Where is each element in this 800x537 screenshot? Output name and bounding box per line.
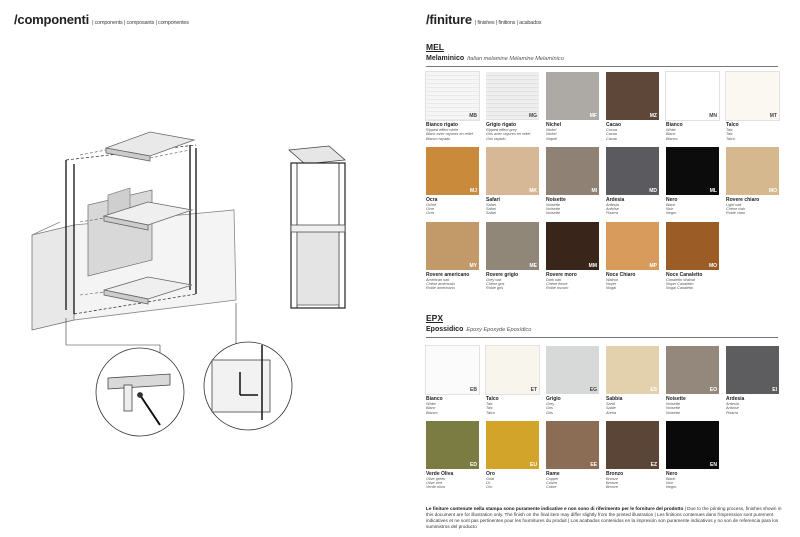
finish-swatch-mi — [546, 147, 599, 216]
swatch-translation: Safari — [486, 211, 496, 216]
swatch-translation: Noir — [666, 481, 673, 486]
finish-swatch-ed — [426, 421, 479, 490]
swatch-translation: Bronze — [606, 476, 619, 481]
swatch-name: Ardesia — [726, 396, 745, 402]
swatch-translation: Cocoa — [606, 128, 617, 132]
swatch-translation: Copper — [546, 476, 559, 481]
swatch-chip — [726, 147, 779, 195]
swatch-name: Bronzo — [606, 470, 624, 477]
swatch-name: Verde Oliva — [426, 470, 454, 477]
swatch-name: Cacao — [606, 122, 622, 128]
finishes-disclaimer: Le finiture contenute nella stampa sono puramente indicative e non sono di riferimento per le forniture del prodotto | Due to the printing process, finishes shown in this document are for illustration only. The finish on the final item may differ slightly from the printed illustration | Les finitions contenues dans l'impression sont purement indicatives et ne sont pas pertinentes pour les fournitures du produit | Los acabados contenidos en la impresión son puramente indicativos y no son de referencia para los suministros del producto — [426, 506, 782, 529]
swatch-translation: Olive green — [426, 476, 446, 481]
swatch-translation: Talco — [726, 136, 735, 141]
finish-swatch-ei — [726, 346, 779, 415]
swatch-code: MJ — [470, 187, 477, 194]
swatch-chip — [426, 222, 479, 270]
swatch-translation: Roble americano — [426, 286, 455, 291]
swatch-translation: Talc — [486, 406, 493, 411]
swatch-translation: Black — [666, 476, 676, 481]
swatch-chip — [726, 72, 779, 120]
swatch-code: ED — [470, 461, 477, 468]
swatch-translation: Oro — [486, 485, 493, 490]
finish-swatch-me — [486, 222, 539, 291]
finish-swatch-eb — [426, 346, 479, 415]
swatch-translation: Bronce — [606, 485, 619, 490]
swatch-translation: Ardesia — [726, 402, 739, 406]
swatch-translation: Walnut — [606, 277, 618, 282]
detail-circle-2 — [204, 342, 292, 430]
swatch-translation: Negro — [666, 485, 677, 490]
swatch-translation: Gris — [546, 410, 553, 415]
epx-swatch-grid — [426, 346, 786, 490]
swatch-code: ME — [529, 262, 537, 269]
swatch-name: Bianco rigato — [426, 122, 458, 128]
swatch-translation: Sable — [606, 406, 616, 411]
swatch-chip — [486, 147, 539, 195]
swatch-translation: Blanco rayado — [426, 136, 451, 141]
swatch-chip — [606, 222, 659, 270]
swatch-translation: Gris rayado — [486, 136, 506, 141]
finish-swatch-mp — [606, 222, 659, 291]
swatch-translation: Blanco — [426, 410, 438, 415]
swatch-translation: Ocre — [426, 207, 435, 212]
swatch-translation: Nickel — [546, 128, 557, 132]
finish-swatch-my — [426, 222, 479, 291]
swatch-translation: Ochre — [426, 202, 437, 207]
swatch-translation: Blanc — [666, 132, 676, 137]
assembled-unit-drawing — [289, 146, 345, 308]
swatch-chip — [666, 421, 719, 469]
swatch-translation: Pizarra — [606, 211, 619, 216]
swatch-chip — [426, 346, 479, 394]
swatch-chip — [666, 147, 719, 195]
swatch-translation: Bronze — [606, 481, 619, 486]
swatch-code: MG — [528, 113, 537, 119]
finish-swatch-eu — [486, 421, 539, 490]
mel-swatch-grid — [426, 72, 786, 291]
swatch-translation: Noir — [666, 207, 673, 212]
detail-circle-1 — [96, 348, 184, 436]
swatch-translation: Roble oscuro — [546, 286, 569, 291]
swatch-translation: Safari — [486, 202, 496, 207]
finish-swatch-mo — [666, 222, 719, 291]
swatch-translation: Cuivre — [546, 481, 557, 486]
finish-swatch-mo — [726, 147, 779, 216]
swatch-name: Nichel — [546, 122, 562, 128]
finish-swatch-eo — [666, 346, 719, 415]
finish-swatch-mf — [546, 72, 599, 141]
swatch-code: MM — [588, 262, 597, 269]
swatch-translation: Talc — [486, 402, 493, 406]
swatch-code: MK — [529, 187, 537, 194]
swatch-translation: Talc — [726, 132, 733, 137]
swatch-chip — [486, 72, 539, 120]
swatch-translation: Noisette — [666, 410, 680, 415]
finish-swatch-mg — [486, 72, 539, 141]
swatch-chip — [666, 346, 719, 394]
swatch-translation: Chêne clair — [726, 207, 746, 212]
swatch-name: Rovere moro — [546, 271, 577, 278]
epx-section-code: EPX — [426, 313, 444, 323]
swatch-translation: Verde oliva — [426, 485, 445, 490]
finish-swatch-es — [606, 346, 659, 415]
swatch-translation: Ardoise — [606, 207, 619, 212]
swatch-translation: Roble claro — [726, 211, 746, 216]
finishes-title: /finiture | finishes | finitions | acabados — [426, 12, 542, 27]
swatch-chip — [546, 222, 599, 270]
finish-swatch-mk — [486, 147, 539, 216]
swatch-code: EI — [772, 387, 777, 393]
swatch-name: Talco — [726, 122, 739, 128]
swatch-translation: Gold — [486, 476, 495, 481]
swatch-code: ES — [650, 387, 657, 393]
swatch-code: EU — [530, 461, 537, 468]
swatch-code: MZ — [649, 113, 657, 119]
swatch-translation: Cobre — [546, 485, 557, 490]
swatch-translation: Negro — [666, 211, 677, 216]
swatch-translation: Noisette — [666, 402, 680, 406]
swatch-chip — [546, 421, 599, 469]
swatch-translation: Níquel — [546, 136, 557, 141]
swatch-name: Nero — [666, 470, 678, 477]
mel-section-name: Melaminico Italian melamine Mélamine Melamínico — [426, 55, 564, 62]
swatch-translation: Grey — [546, 402, 555, 406]
swatch-code: EB — [470, 387, 477, 393]
swatch-translation: Ripped effect grey — [486, 128, 517, 132]
components-title: /componenti | components | composants | componentes — [14, 12, 189, 27]
swatch-translation: Safari — [486, 207, 496, 212]
swatch-translation: Olive vert — [426, 481, 443, 486]
finish-swatch-mn — [666, 72, 719, 141]
swatch-code: MP — [649, 262, 657, 269]
swatch-code: MO — [708, 262, 717, 269]
swatch-translation: Noisette — [666, 406, 680, 411]
finish-swatch-ml — [666, 147, 719, 216]
finish-swatch-en — [666, 421, 719, 490]
swatch-chip — [606, 72, 659, 120]
finish-swatch-mb — [426, 72, 479, 141]
mel-section-code: MEL — [426, 42, 444, 52]
swatch-translation: Talc — [726, 128, 733, 132]
swatch-name: Noce Canaletto — [666, 271, 703, 278]
swatch-translation: Chêne américain — [426, 282, 455, 287]
swatch-name: Noisette — [666, 396, 686, 402]
components-exploded-drawing — [0, 60, 400, 530]
swatch-code: MB — [469, 113, 477, 119]
finish-swatch-mm — [546, 222, 599, 291]
swatch-code: MD — [649, 187, 657, 194]
swatch-name: Sabbia — [606, 396, 623, 402]
swatch-chip — [546, 147, 599, 195]
swatch-chip — [726, 346, 779, 394]
swatch-chip — [426, 421, 479, 469]
swatch-translation: Sand — [606, 402, 615, 406]
swatch-chip — [606, 421, 659, 469]
swatch-translation: Black — [666, 202, 676, 207]
swatch-translation: Nogal Canaletto — [666, 286, 694, 291]
swatch-name: Safari — [486, 196, 500, 203]
swatch-translation: Ocre — [426, 211, 435, 216]
swatch-translation: Chêne gris — [486, 282, 505, 287]
swatch-chip — [486, 421, 539, 469]
finish-swatch-ee — [546, 421, 599, 490]
swatch-name: Bianco — [426, 396, 443, 402]
swatch-translation: Ardoise — [726, 406, 739, 411]
finish-swatch-et — [486, 346, 539, 415]
swatch-name: Rovere americano — [426, 271, 470, 278]
swatch-translation: Talco — [486, 410, 495, 415]
swatch-translation: Light oak — [726, 202, 742, 207]
swatch-chip — [426, 72, 479, 120]
swatch-code: EN — [710, 461, 717, 468]
swatch-name: Oro — [486, 470, 495, 477]
swatch-code: ET — [530, 387, 537, 393]
swatch-chip — [546, 346, 599, 394]
swatch-code: MY — [469, 262, 477, 269]
swatch-chip — [546, 72, 599, 120]
swatch-code: EG — [589, 387, 597, 393]
swatch-translation: White — [666, 128, 676, 132]
swatch-translation: Ardesia — [606, 202, 619, 207]
swatch-code: MN — [709, 113, 717, 119]
swatch-translation: Cacao — [606, 132, 617, 137]
swatch-chip — [606, 346, 659, 394]
swatch-name: Grigio — [546, 396, 561, 402]
swatch-translation: Dark oak — [546, 277, 562, 282]
swatch-name: Grigio rigato — [486, 122, 516, 128]
finish-swatch-mt — [726, 72, 779, 141]
swatch-translation: Noisette — [546, 207, 560, 212]
swatch-code: EO — [709, 387, 717, 393]
swatch-name: Bianco — [666, 122, 683, 128]
swatch-name: Nero — [666, 196, 678, 203]
swatch-translation: Noyer — [606, 282, 617, 287]
finish-swatch-md — [606, 147, 659, 216]
swatch-name: Rovere grigio — [486, 271, 519, 278]
swatch-name: Ocra — [426, 196, 438, 203]
swatch-name: Noce Chiaro — [606, 271, 636, 278]
swatch-translation: Cacao — [606, 136, 617, 141]
swatch-translation: Or — [486, 481, 491, 486]
swatch-translation: Grey oak — [486, 277, 502, 282]
swatch-chip — [666, 222, 719, 270]
swatch-code: EZ — [650, 461, 657, 468]
swatch-name: Ardesia — [606, 196, 625, 203]
swatch-translation: Noisette — [546, 202, 560, 207]
swatch-translation: Blanco — [666, 136, 678, 141]
swatch-code: MO — [768, 187, 777, 194]
swatch-chip — [486, 222, 539, 270]
finish-swatch-mj — [426, 147, 479, 216]
swatch-code: MF — [589, 113, 597, 119]
swatch-code: MT — [769, 113, 777, 119]
swatch-translation: White — [426, 402, 436, 406]
swatch-translation: Nogal — [606, 286, 616, 291]
swatch-translation: Gris avec rayures en relief — [486, 132, 531, 137]
swatch-chip — [426, 147, 479, 195]
swatch-translation: Blanc — [426, 406, 436, 411]
swatch-name: Rame — [546, 470, 560, 477]
finish-swatch-mz — [606, 72, 659, 141]
epx-section-name: Epossidico Epoxy Epoxyde Epoxídico — [426, 326, 532, 333]
swatch-translation: Gris — [546, 406, 553, 411]
swatch-name: Noisette — [546, 196, 566, 203]
swatch-code: MI — [591, 187, 597, 194]
swatch-translation: Pizarra — [726, 410, 739, 415]
finish-swatch-eg — [546, 346, 599, 415]
swatch-code: EE — [590, 461, 597, 468]
swatch-translation: American oak — [426, 277, 450, 282]
swatch-name: Rovere chiaro — [726, 196, 760, 203]
swatch-translation: Nickel — [546, 132, 557, 137]
swatch-chip — [486, 346, 539, 394]
epx-divider — [426, 337, 778, 338]
swatch-translation: Blanc avec rayures en relief — [426, 132, 473, 137]
swatch-chip — [666, 72, 719, 120]
mel-divider — [426, 66, 778, 67]
swatch-name: Talco — [486, 396, 499, 402]
swatch-translation: Roble gris — [486, 286, 504, 291]
swatch-translation: Ripped effect white — [426, 128, 459, 132]
swatch-translation: Arena — [606, 410, 617, 415]
swatch-code: ML — [709, 187, 717, 194]
swatch-translation: Noyer Canaletto — [666, 282, 694, 287]
swatch-chip — [606, 147, 659, 195]
back-panel-drawing — [88, 188, 152, 276]
finish-swatch-ez — [606, 421, 659, 490]
swatch-translation: Canaletto Walnut — [666, 277, 696, 282]
swatch-translation: Chêne foncé — [546, 282, 568, 287]
swatch-translation: Noisette — [546, 211, 560, 216]
